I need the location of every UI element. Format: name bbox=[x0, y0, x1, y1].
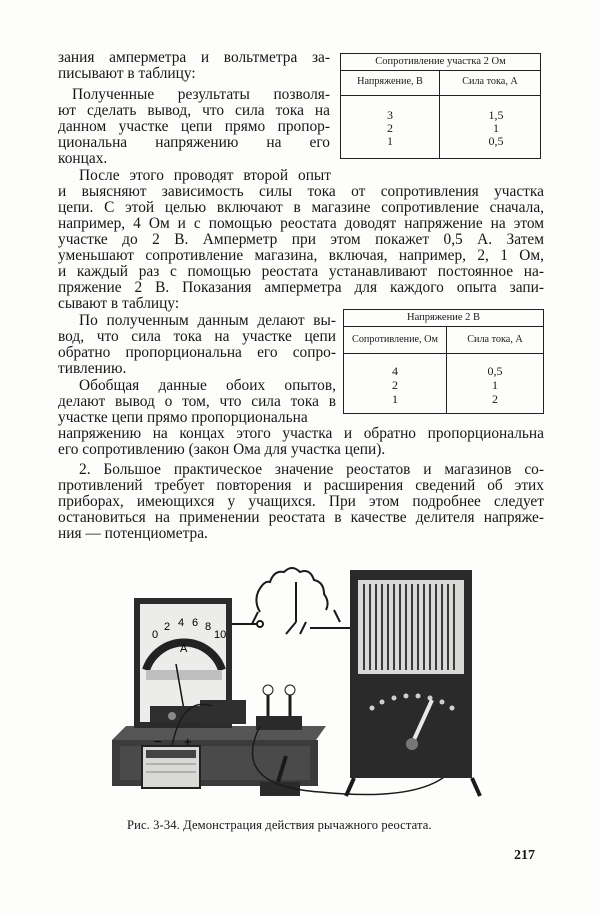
table-cell: 1 bbox=[492, 378, 498, 392]
text-line: писывают в таблицу: bbox=[58, 65, 196, 82]
table-cell: 2 bbox=[392, 378, 398, 392]
column-header: Сила тока, А bbox=[467, 334, 523, 345]
table-resistance-current bbox=[343, 309, 544, 414]
text-line: зания амперметра и вольтметра за- bbox=[58, 49, 330, 66]
meter-scale-label: 6 bbox=[192, 617, 199, 629]
text-line: циональна напряжению на его bbox=[58, 134, 330, 151]
battery-minus-label: − bbox=[154, 734, 162, 749]
meter-scale-label: 0 bbox=[152, 629, 159, 641]
text-line: цепи. С этой целью включают в магазине сопротивление сначала, bbox=[58, 199, 544, 216]
text-line: например, 4 Ом и с помощью реостата доводят напряжение на этом bbox=[58, 215, 544, 232]
lever-rheostat bbox=[346, 570, 480, 796]
text-line: напряжению на концах этого участка и обратно пропорциональна bbox=[58, 425, 544, 442]
text-line: участке цепи прямо пропорциональна bbox=[58, 409, 308, 426]
column-header: Сопротивление, Ом bbox=[352, 334, 438, 345]
table-voltage-current bbox=[340, 53, 541, 159]
text-line: По полученным данным делают вы- bbox=[79, 312, 336, 329]
table-title: Напряжение 2 В bbox=[344, 310, 543, 327]
table-cell: 4 bbox=[392, 364, 398, 378]
meter-scale-label: 2 bbox=[164, 621, 171, 633]
text-line: Обобщая данные обоих опытов, bbox=[79, 377, 336, 394]
lamps bbox=[263, 685, 295, 716]
text-line: и каждый раз с помощью реостата устанавливают постоянное на- bbox=[58, 263, 544, 280]
text-line: концах. bbox=[58, 150, 108, 167]
table-cell: 1,5 bbox=[488, 108, 504, 122]
meter-unit-label: A bbox=[180, 643, 188, 655]
table-cell: 1 bbox=[392, 392, 398, 406]
table-cell: 1 bbox=[387, 134, 393, 148]
table-title: Сопротивление участка 2 Ом bbox=[341, 54, 540, 71]
text-line: уменьшают сопротивление магазина, включая, например, 2, 1 Ом, bbox=[58, 247, 544, 264]
table-cell: 2 bbox=[492, 392, 498, 406]
page-number: 217 bbox=[514, 848, 535, 863]
meter-scale-label: 4 bbox=[178, 617, 185, 629]
text-line: тивлению. bbox=[58, 360, 127, 377]
text-line: приборах, имеющихся у учащихся. При этом подробнее следует bbox=[58, 493, 544, 510]
text-line: 2. Большое практическое значение реостатов и магазинов со- bbox=[79, 461, 544, 478]
table-cell: 3 bbox=[387, 108, 393, 122]
meter-scale-label: 8 bbox=[205, 621, 212, 633]
text-line: ют сделать вывод, что сила тока на bbox=[58, 102, 330, 119]
text-line: После этого проводят второй опыт bbox=[79, 167, 331, 184]
figure-caption: Рис. 3-34. Демонстрация действия рычажного реостата. bbox=[127, 818, 432, 832]
schematic-diagram bbox=[230, 568, 363, 634]
column-header: Сила тока, А bbox=[462, 76, 518, 87]
meter-scale-label: 10 bbox=[214, 629, 227, 641]
table-cell: 1 bbox=[493, 121, 499, 135]
resistance-box bbox=[200, 700, 246, 724]
text-line: Полученные результаты позволя- bbox=[72, 86, 330, 103]
figure-rheostat-demo bbox=[110, 560, 500, 810]
text-line: противлений требует повторения и расширения сведений об этих bbox=[58, 477, 544, 494]
battery-plus-label: + bbox=[184, 734, 192, 749]
battery bbox=[142, 746, 200, 788]
text-line: обратно пропорциональна его сопро- bbox=[58, 344, 336, 361]
table-cell: 0,5 bbox=[487, 364, 503, 378]
table-cell: 2 bbox=[387, 121, 393, 135]
text-line: пряжение 2 В. Показания амперметра для каждого опыта запи- bbox=[58, 279, 544, 296]
text-line: вод, что сила тока на участке цепи bbox=[58, 328, 336, 345]
table-cell: 0,5 bbox=[488, 134, 504, 148]
text-line: участке до 2 В. Амперметр при этом покажет 0,5 А. Затем bbox=[58, 231, 544, 248]
text-line: делают вывод о том, что сила тока в bbox=[58, 393, 336, 410]
column-header: Напряжение, В bbox=[357, 76, 423, 87]
text-line: сывают в таблицу: bbox=[58, 295, 180, 312]
text-line: и выясняют зависимость силы тока от сопротивления участка bbox=[58, 183, 544, 200]
text-line: данном участке цепи прямо пропор- bbox=[58, 118, 330, 135]
text-line: ния — потенциометра. bbox=[58, 525, 208, 542]
switch-base bbox=[256, 716, 302, 730]
text-line: остановиться на применении реостата в качестве делителя напряже- bbox=[58, 509, 544, 526]
text-line: его сопротивлению (закон Ома для участка цепи). bbox=[58, 441, 386, 458]
